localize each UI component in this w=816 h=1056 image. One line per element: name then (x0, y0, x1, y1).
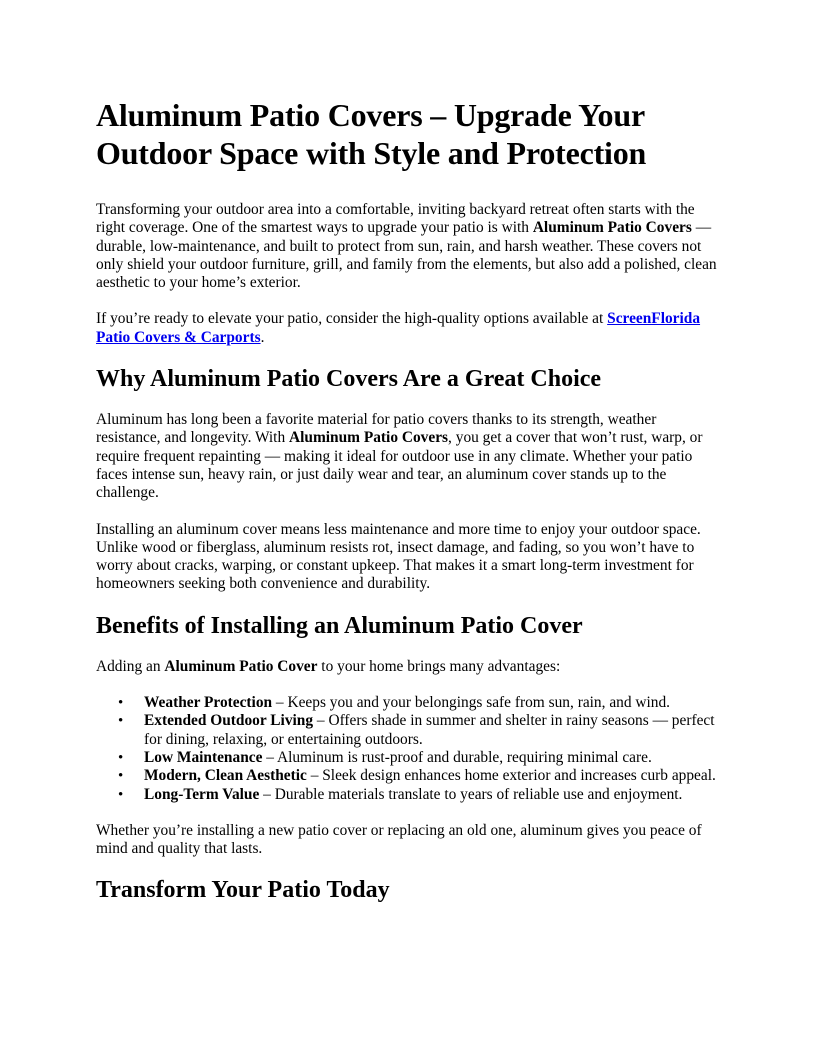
bullet-icon: • (118, 713, 124, 730)
why-paragraph-2: Installing an aluminum cover means less maintenance and more time to enjoy your outdoor space. Unlike wood or fiberglass, aluminum resists rot, insect damage, and fading, so you won’t have to worry about cracks, warping, or constant upkeep. That makes it a smart long-term investment for homeowners seeking both convenience and durability. (96, 520, 701, 593)
benefit-text: – Aluminum is rust-proof and durable, requiring minimal care. (262, 748, 652, 766)
benefit-term: Low Maintenance (144, 748, 263, 766)
why-p1-text-before: Aluminum has long been a favorite material for patio covers thanks to its strength, weather resistance, and longevity. With (96, 411, 657, 447)
list-item (118, 712, 720, 749)
benefit-term: Long-Term Value (144, 785, 260, 803)
screenflorida-link[interactable]: ScreenFlorida Patio Covers & Carports (96, 310, 701, 346)
benefits-closing: Whether you’re installing a new patio cover or replacing an old one, aluminum gives you peace of mind and quality that lasts. (96, 821, 702, 858)
intro-p2-text-before: If you’re ready to elevate your patio, consider the high-quality options available at (96, 310, 608, 328)
page-title: Aluminum Patio Covers – Upgrade Your Outdoor Space with Style and Protection (96, 97, 647, 171)
benefits-heading: Benefits of Installing an Aluminum Patio Cover (96, 612, 583, 639)
benefit-text: – Offers shade in summer and shelter in rainy seasons — perfect for dining, relaxing, or entertaining outdoors. (144, 712, 715, 748)
list-item (118, 748, 720, 767)
benefit-text: – Durable materials translate to years of reliable use and enjoyment. (259, 785, 683, 803)
benefits-lead-bold-term: Aluminum Patio Cover (164, 657, 318, 675)
intro-p1-text-after: — durable, low-maintenance, and built to protect from sun, rain, and harsh weather. These covers not only shield your outdoor furniture, grill, and family from the elements, but also add a polished, clean aesthetic to your home’s exterior. (96, 219, 717, 292)
why-paragraph-1 (96, 411, 720, 502)
benefit-term: Extended Outdoor Living (144, 712, 314, 730)
benefits-lead (96, 658, 720, 676)
list-item (118, 767, 720, 785)
benefit-text: – Keeps you and your belongings safe from sun, rain, and wind. (272, 694, 671, 712)
benefits-lead-text-after: to your home brings many advantages: (317, 657, 561, 675)
intro-paragraph-2 (96, 310, 720, 347)
document-page (96, 96, 720, 922)
intro-p1-bold-term: Aluminum Patio Covers (532, 219, 692, 237)
bullet-icon: • (118, 768, 124, 785)
intro-paragraph-1 (96, 201, 720, 292)
benefits-lead-text-before: Adding an (96, 657, 165, 675)
benefit-term: Modern, Clean Aesthetic (144, 767, 307, 785)
why-p1-text-after: , you get a cover that won’t rust, warp, or require frequent repainting — making it ideal for outdoor use in any climate. Whether your patio faces intense sun, heavy rain, or just daily wear and tear, an aluminum cover stands up to the challenge. (96, 429, 703, 502)
why-p1-bold-term: Aluminum Patio Covers (289, 429, 449, 447)
list-item (118, 785, 720, 804)
benefit-text: – Sleek design enhances home exterior and increases curb appeal. (306, 767, 716, 785)
list-item (118, 694, 720, 712)
bullet-icon: • (118, 695, 124, 712)
intro-p1-text-before: Transforming your outdoor area into a comfortable, inviting backyard retreat often starts with the right coverage. One of the smartest ways to upgrade your patio is with (96, 201, 695, 237)
benefit-term: Weather Protection (144, 694, 273, 712)
why-heading: Why Aluminum Patio Covers Are a Great Choice (96, 366, 602, 393)
bullet-icon: • (118, 786, 124, 803)
benefits-list (96, 694, 720, 804)
intro-p2-text-after: . (260, 328, 265, 346)
bullet-icon: • (118, 749, 124, 766)
transform-heading: Transform Your Patio Today (96, 877, 390, 904)
